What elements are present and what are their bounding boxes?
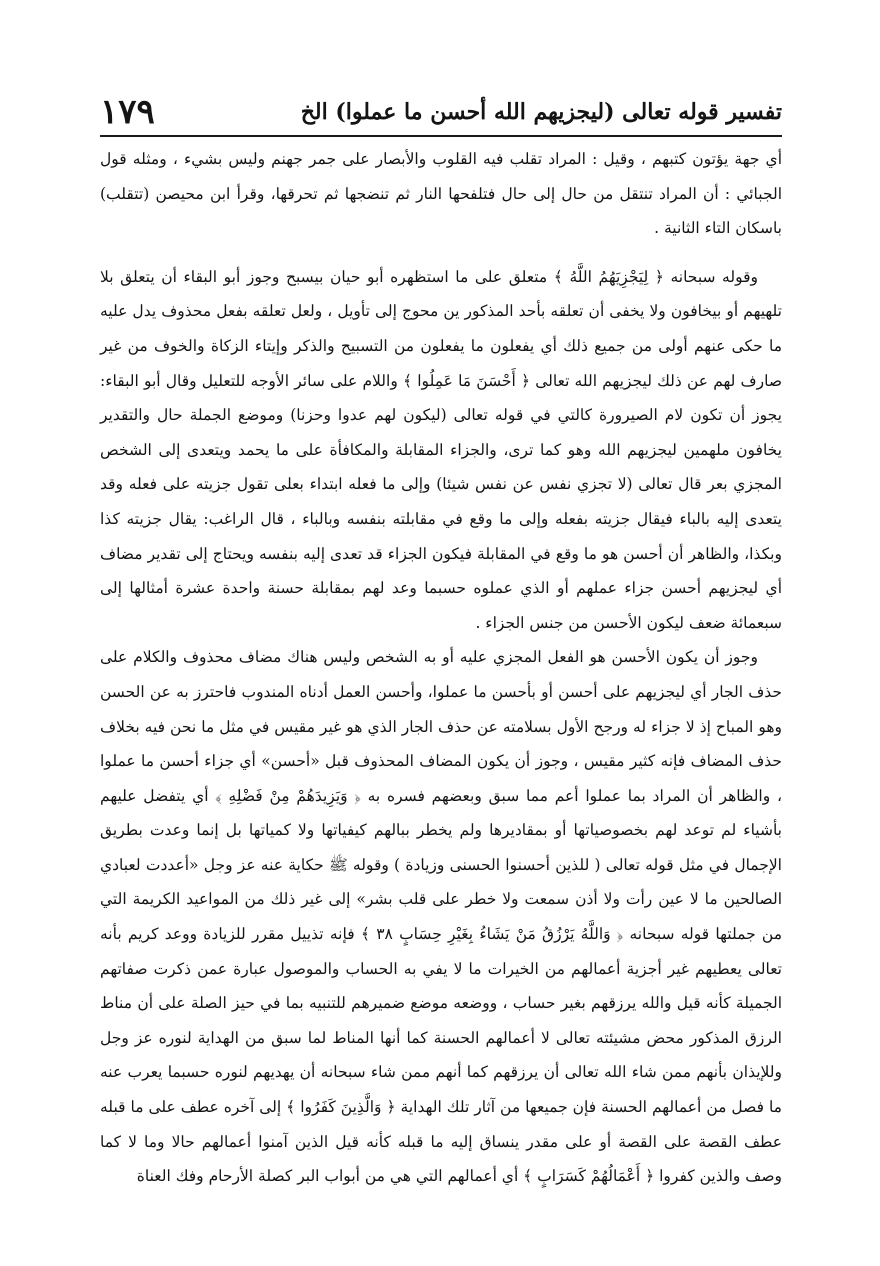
paragraph: أي جهة يؤتون كتبهم ، وقيل : المراد تقلب فيه القلوب والأبصار على جمر جهنم وليس بشيء ، ومثله قول الجبائي : أن المراد تنتقل من حال إلى حال فتلفحها النار ثم تنضجها ثم تحرقها، وقرأ ابن محيصن (تتقلب) باسكان التاء الثانية . [100,150,782,238]
page-header [100,84,782,132]
paragraph: وجوز أن يكون الأحسن هو الفعل المجزي عليه أو به الشخص وليس هناك مضاف محذوف والكلام على حذف الجار أي ليجزيهم على أحسن أو بأحسن ما عملوا، وأحسن العمل أدناه المندوب فاحترز به عن الحسن وهو المباح إذ لا جزاء له ورجح الأول بسلامته عن حذف الجار الذي هو غير مقيس في مثل ما نحن فيه بخلاف حذف المضاف فإنه كثير مقيس ، وجوز أن يكون المضاف المحذوف قبل «أحسن» أي جزاء أحسن ما عملوا ، والظاهر أن المراد بما عملوا أعم مما سبق وبعضهم فسره به ﴿ وَيَزِيدَهُمْ مِنْ فَضْلِهِ ﴾ أي يتفضل عليهم بأشياء لم توعد لهم بخصوصياتها أو بمقاديرها ولم يخطر ببالهم كيفياتها ولا كمياتها بل إنما وعدت بطريق الإجمال في مثل قوله تعالى ( للذين أحسنوا الحسنى وزيادة ) وقوله ﷺ حكاية عنه عز وجل «أعددت لعبادي الصالحين ما لا عين رأت ولا أذن سمعت ولا خطر على قلب بشر» إلى غير ذلك من المواعيد الكريمة التي من جملتها قوله سبحانه ﴿ وَاللَّهُ يَرْزُقُ مَنْ يَشَاءُ بِغَيْرِ حِسَابٍ ٣٨ ﴾ فإنه تذييل مقرر للزيادة ووعد كريم بأنه تعالى يعطيهم غير أجزية أعمالهم من الخيرات ما لا يفي به الحساب والموصول عبارة عمن ذكرت صفاتهم الجميلة كأنه قيل والله يرزقهم بغير حساب ، ووضعه موضع ضميرهم للتنبيه بما في حيز الصلة على أن مناط الرزق المذكور محض مشيئته تعالى لا أعمالهم الحسنة كما أنها المناط لما سبق من الهداية لنوره عز وجل وللإيذان بأنهم ممن شاء الله تعالى أن يرزقهم كما أنهم ممن شاء سبحانه أن يهديهم لنوره حسبما يعرب عنه ما فصل من أعمالهم الحسنة فإن جميعها من آثار تلك الهداية ﴿ وَالَّذِينَ كَفَرُوا ﴾ إلى آخره عطف على ما قبله عطف القصة على القصة أو على مقدر ينساق إليه ما قبله كأنه قيل الذين آمنوا أعمالهم حالا وما لا كما وصف والذين كفروا ﴿ أَعْمَالُهُمْ كَسَرَابٍ ﴾ أي أعمالهم التي هي من أبواب البر كصلة الأرحام وفك العناة [100,648,782,1186]
header-rule [100,135,782,137]
running-title: تفسير قوله تعالى (ليجزيهم الله أحسن ما عملوا) الخ [300,99,782,125]
page-body [100,142,782,1194]
paragraph: وقوله سبحانه ﴿ لِيَجْزِيَهُمُ اللَّهُ ﴾ متعلق على ما استظهره أبو حيان بيسبح وجوز أبو البقاء أن يتعلق بلا تلهيهم أو بيخافون ولا يخفى أن تعلقه بأحد المذكور ين محوج إلى تأويل ، ولعل تعلقه بفعل محذوف يدل عليه ما حكى عنهم أولى من جميع ذلك أي يفعلون ما يفعلون من التسبيح والذكر وإيتاء الزكاة والخوف من غير صارف لهم عن ذلك ليجزيهم الله تعالى ﴿ أَحْسَنَ مَا عَمِلُوا ﴾ واللام على سائر الأوجه للتعليل وقال أبو البقاء: يجوز أن تكون لام الصيرورة كالتي في قوله تعالى (ليكون لهم عدوا وحزنا) وموضع الجملة حال والتقدير يخافون ملهمين ليجزيهم الله وهو كما ترى، والجزاء المقابلة والمكافأة على ما يحمد ويتعدى إلى الشخص المجزي بعر قال تعالى (لا تجزي نفس عن نفس شيئا) وإلى ما فعله ابتداء بعلى تقول جزيته على فعله وقد يتعدى إليه بالباء فيقال جزيته بفعله وإلى ما وقع في مقابلته بنفسه وبالباء ، قال الراغب: يقال جزيته كذا وبكذا، والظاهر أن أحسن هو ما وقع في المقابلة فيكون الجزاء قد تعدى إليه بنفسه ويحتاج إلى تقدير مضاف أي ليجزيهم أحسن جزاء عملهم أو الذي عملوه حسبما وعد لهم بمقابلة حسنة واحدة عشرة أمثالها إلى سبعمائة ضعف ليكون الأحسن من جنس الجزاء . [100,267,782,632]
page-number: ١٧٩ [100,92,155,132]
